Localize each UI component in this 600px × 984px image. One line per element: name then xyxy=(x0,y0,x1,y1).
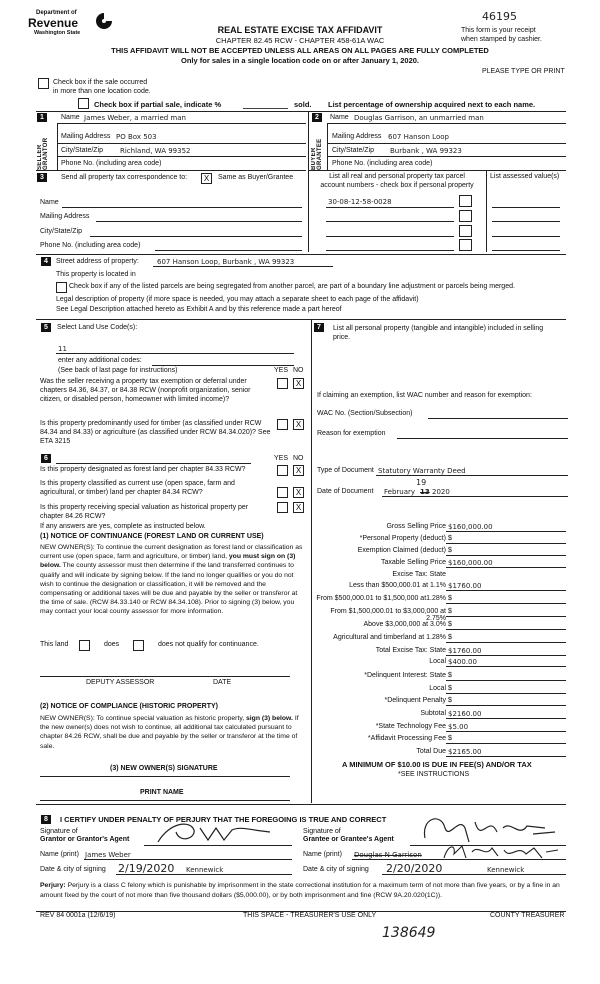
buyer-phone-label: Phone No. (including area code) xyxy=(332,160,433,167)
doc-date-month[interactable]: February xyxy=(384,488,416,496)
total-due-value[interactable]: $2165.00 xyxy=(448,748,482,756)
tier-2-label: From $500,000.01 to $1,500,000 at1.28% xyxy=(316,595,446,602)
seller-name-label: Name xyxy=(61,114,80,121)
grantor-sign-date[interactable]: 2/19/2020 xyxy=(118,862,175,875)
tier-5-value[interactable]: $ xyxy=(448,634,452,641)
doc-date-label: Date of Document xyxy=(317,488,374,495)
total-state-value[interactable]: $1760.00 xyxy=(448,647,482,655)
treasurer-use-label: THIS SPACE - TREASURER'S USE ONLY xyxy=(243,912,377,919)
wac-label: WAC No. (Section/Subsection) xyxy=(317,410,413,417)
logo-dept: Department of xyxy=(36,10,77,16)
ownership-list-label: List percentage of ownership acquired next to each name. xyxy=(328,100,536,109)
land-use-code[interactable]: 11 xyxy=(58,345,67,353)
penalty-label: *Delinquent Penalty xyxy=(384,697,446,704)
perjury-label: Perjury: xyxy=(40,882,66,889)
deputy-assessor-label: DEPUTY ASSESSOR xyxy=(86,679,155,686)
total-state-label: Total Excise Tax: State xyxy=(375,647,446,654)
s5-q1-yes-checkbox[interactable] xyxy=(277,378,288,389)
form-revision: REV 84 0001a (12/6/19) xyxy=(40,912,116,919)
buyer-name-label: Name xyxy=(330,114,349,121)
does-checkbox[interactable] xyxy=(79,640,90,651)
does-label: does xyxy=(104,641,120,648)
tech-fee-label: *State Technology Fee xyxy=(375,723,446,730)
segregated-label: Check box if any of the listed parcels are being segregated from another parcel, are part of a boundary line adjustment or parcels being merged. xyxy=(69,283,515,290)
notice-1-b: you must sign on (3) below. xyxy=(40,553,296,570)
seller-grantor-label: SELLER GRANTOR xyxy=(37,137,49,170)
tier-4-value[interactable]: $ xyxy=(448,621,452,628)
street-label: Street address of property: xyxy=(56,258,139,265)
segregated-checkbox[interactable] xyxy=(56,282,67,293)
tier-5-label: Agricultural and timberland at 1.28% xyxy=(333,634,446,641)
tier-3-label: From $1,500,000.01 to $3,000,000 at 2.75% xyxy=(330,608,446,622)
corr-city-label: City/State/Zip xyxy=(40,228,83,235)
s5-question-2: Is this property predominantly used for timber (as classified under RCW 84.34 and 84.33) or agriculture (as classified under RCW 84.34.020)? See ETA 3215 xyxy=(40,420,271,445)
partial-sale-checkbox[interactable] xyxy=(78,98,89,109)
handwritten-receipt-number: 138649 xyxy=(382,925,436,941)
s6-q2-no-checkbox[interactable]: X xyxy=(293,487,304,498)
delinquent-state-label: *Delinquent Interest: State xyxy=(364,672,446,679)
notice-1-a: NEW OWNER(S): To continue the current designation as forest land or classification as current use (open space, farm and agriculture, or timber) land, xyxy=(40,544,303,561)
notice-2-b: sign (3) below. xyxy=(246,715,293,722)
s6-q1-no-checkbox[interactable]: X xyxy=(293,465,304,476)
grantee-agent-label: Grantee or Grantee's Agent xyxy=(303,836,394,843)
notice-2-a: NEW OWNER(S): To continue special valuation as historic property, xyxy=(40,715,245,722)
section-5-number: 5 xyxy=(41,323,51,332)
form-title: REAL ESTATE EXCISE TAX AFFIDAVIT xyxy=(217,25,383,35)
minimum-fee-note: A MINIMUM OF $10.00 IS DUE IN FEE(S) AND/OR TAX xyxy=(342,760,532,769)
gross-label: Gross Selling Price xyxy=(386,523,446,530)
grantee-date-city-label: Date & city of signing xyxy=(303,866,369,873)
s6-question-2: Is this property classified as current use (open space, farm and agricultural, or timber) land per chapter 84.34 RCW? xyxy=(40,480,235,496)
multi-location-checkbox[interactable] xyxy=(38,78,49,89)
delinquent-local-value[interactable]: $ xyxy=(448,685,452,692)
s5-q2-no-checkbox[interactable]: X xyxy=(293,419,304,430)
s6-question-1: Is this property designated as forest land per chapter 84.33 RCW? xyxy=(40,466,246,473)
section-4-number: 4 xyxy=(41,257,51,266)
grantee-sign-city[interactable]: Kennewick xyxy=(487,866,525,874)
additional-codes-label: enter any additional codes: xyxy=(58,357,142,364)
buyer-name[interactable]: Douglas Garrison, an unmarried man xyxy=(354,114,484,122)
logo-name: Revenue xyxy=(28,16,79,30)
section-6-number: 6 xyxy=(41,454,51,463)
parcel-header-2: account numbers - check box if personal property xyxy=(320,182,474,189)
section-1-number: 1 xyxy=(37,113,47,122)
notice-1-text xyxy=(40,543,306,617)
tier-1-value[interactable]: $1760.00 xyxy=(448,582,482,590)
corr-mailing-label: Mailing Address xyxy=(40,213,90,220)
seller-phone-label: Phone No. (including area code) xyxy=(61,160,162,167)
s5-question-1: Was the seller receiving a property tax exemption or deferral under chapters 84.36, 84.37, or 84.38 RCW (nonprofit organization, senior citizen, or disabled person, homeowner with limited income)? xyxy=(40,378,251,403)
notice-2-text xyxy=(40,714,306,751)
parcel-header-1: List all real and personal property tax parcel xyxy=(329,173,465,180)
seller-mailing[interactable]: PO Box 503 xyxy=(116,133,157,141)
buyer-city[interactable]: Burbank , WA 99323 xyxy=(390,147,462,155)
s5-no-label: NO xyxy=(293,367,304,374)
grantor-agent-label: Grantor or Grantor's Agent xyxy=(40,836,130,843)
grantee-sign-date[interactable]: 2/20/2020 xyxy=(386,862,443,875)
same-as-buyer-label: Same as Buyer/Grantee xyxy=(218,174,294,181)
delinquent-local-label: Local xyxy=(429,685,446,692)
revenue-logo xyxy=(28,10,120,40)
multi-location-label-2: in more than one location code. xyxy=(53,88,151,95)
parcel-1-personal-checkbox[interactable] xyxy=(459,195,472,207)
local-value[interactable]: $400.00 xyxy=(448,658,477,666)
tier-4-label: Above $3,000,000 at 3.0% xyxy=(363,621,446,628)
see-back-label: (See back of last page for instructions) xyxy=(58,367,178,374)
receipt-note-2: when stamped by cashier. xyxy=(461,36,542,43)
tier-3-value[interactable]: $ xyxy=(448,608,452,615)
excise-state-label: Excise Tax: State xyxy=(392,571,446,578)
located-in-label: This property is located in xyxy=(56,271,136,278)
personal-label: *Personal Property (deduct) xyxy=(359,535,446,542)
same-as-buyer-checkbox[interactable]: X xyxy=(201,173,212,184)
legal-description-label: Legal description of property (if more space is needed, you may attach a separate sheet to each page of the affidavit) xyxy=(56,296,419,303)
parcel-4-personal-checkbox[interactable] xyxy=(459,239,472,251)
land-use-label: Select Land Use Code(s): xyxy=(57,324,138,331)
doc-date-day-struck: 13 xyxy=(420,488,430,496)
subtotal-value[interactable]: $2160.00 xyxy=(448,710,482,718)
s6-q3-yes-checkbox[interactable] xyxy=(277,502,288,513)
certify-statement: I CERTIFY UNDER PENALTY OF PERJURY THAT THE FOREGOING IS TRUE AND CORRECT xyxy=(60,815,387,824)
buyer-mailing-label: Mailing Address xyxy=(332,133,382,140)
county-treasurer-label: COUNTY TREASURER xyxy=(490,912,565,919)
grantor-signature[interactable] xyxy=(150,818,280,846)
s6-question-3: Is this property receiving special valuation as historical property per chapter 84.26 RCW? xyxy=(40,504,249,520)
handwritten-top-number: 46195 xyxy=(482,10,517,23)
logo-state: Washington State xyxy=(34,30,81,36)
new-owner-signature-label: (3) NEW OWNER(S) SIGNATURE xyxy=(110,765,218,772)
print-name-label: PRINT NAME xyxy=(140,789,184,796)
doc-type[interactable]: Statutory Warranty Deed xyxy=(378,467,466,475)
buyer-city-label: City/State/Zip xyxy=(332,147,375,154)
perjury-notice xyxy=(40,881,565,900)
s5-q2-yes-checkbox[interactable] xyxy=(277,419,288,430)
does-not-checkbox[interactable] xyxy=(133,640,144,651)
parcel-2-personal-checkbox[interactable] xyxy=(459,210,472,222)
doc-date-day-handwritten: 19 xyxy=(416,478,427,487)
warning-line-2: Only for sales in a single location code on or after January 1, 2020. xyxy=(181,56,419,65)
total-due-label: Total Due xyxy=(416,748,446,755)
partial-percent-field[interactable] xyxy=(243,100,288,109)
notice-2-c: If the new owner(s) does not wish to continue, all additional tax calculated pursuant to chapter 84.26 RCW, shall be due and payable by the seller or transferor at the time of sale. xyxy=(40,715,299,750)
partial-sale-label: Check box if partial sale, indicate % xyxy=(94,100,222,109)
corr-phone-label: Phone No. (including area code) xyxy=(40,242,141,249)
buyer-mailing[interactable]: 607 Hanson Loop xyxy=(388,133,449,141)
grantor-printed-name[interactable]: James Weber xyxy=(85,851,131,859)
notice-1-title: (1) NOTICE OF CONTINUANCE (FOREST LAND OR CURRENT USE) xyxy=(40,533,264,540)
taxable-value[interactable]: $160,000.00 xyxy=(448,559,493,567)
delinquent-state-value[interactable]: $ xyxy=(448,672,452,679)
if-yes-label: If any answers are yes, complete as instructed below. xyxy=(40,523,206,530)
exemption-question: If claiming an exemption, list WAC number and reason for exemption: xyxy=(317,392,532,399)
tier-2-value[interactable]: $ xyxy=(448,595,452,602)
form-subtitle: CHAPTER 82.45 RCW - CHAPTER 458-61A WAC xyxy=(215,36,385,45)
assessed-header: List assessed value(s) xyxy=(490,173,560,180)
please-type: PLEASE TYPE OR PRINT xyxy=(482,68,565,75)
section-8-number: 8 xyxy=(41,815,51,824)
grantee-printed-name-struck[interactable]: Douglas N Garrison xyxy=(354,851,422,859)
sold-label: sold. xyxy=(294,100,312,109)
affidavit-fee-label: *Affidavit Processing Fee xyxy=(367,735,446,742)
s6-q2-yes-checkbox[interactable] xyxy=(277,487,288,498)
reason-label: Reason for exemption xyxy=(317,430,386,437)
section-7-number: 7 xyxy=(314,323,324,332)
local-label: Local xyxy=(429,658,446,665)
does-not-label: does not qualify for continuance. xyxy=(158,641,259,648)
subtotal-label: Subtotal xyxy=(420,710,446,717)
s5-q1-no-checkbox[interactable]: X xyxy=(293,378,304,389)
street-address[interactable]: 607 Hanson Loop, Burbank , WA 99323 xyxy=(157,258,295,266)
seller-name[interactable]: James Weber, a married man xyxy=(84,114,186,122)
gross-value[interactable]: $160,000.00 xyxy=(448,523,493,531)
multi-location-label-1: Check box if the sale occurred xyxy=(53,79,148,86)
assessor-date-label: DATE xyxy=(213,679,232,686)
grantor-sig-of: Signature of xyxy=(40,828,78,835)
personal-value[interactable]: $ xyxy=(448,535,452,542)
receipt-note-1: This form is your receipt xyxy=(461,27,536,34)
logo-mark-icon xyxy=(94,12,114,30)
s6-q3-no-checkbox[interactable]: X xyxy=(293,502,304,513)
exemption-claimed-value[interactable]: $ xyxy=(448,547,452,554)
grantee-name-print-label: Name (print) xyxy=(303,851,342,858)
s5-yes-label: YES xyxy=(274,367,289,374)
notice-1-c: The county assessor must then determine if the land transferred continues to qualify and will indicate by signing below. If the land no longer qualifies or you do not wish to continue the designation or classification, it will be removed and the compensating or additional taxes will be due and payable by the seller or transferor at the time of sale. (RCW 84.33.140 or RCW 84.34.108). Prior to signing (3) below, you may contact your local county assessor for more information. xyxy=(40,562,298,616)
legal-description-value[interactable]: See Legal Description attached hereto as Exhibit A and by this reference made a part hereof xyxy=(56,306,342,313)
grantor-date-city-label: Date & city of signing xyxy=(40,866,106,873)
parcel-3-personal-checkbox[interactable] xyxy=(459,225,472,237)
s6-yes-label: YES xyxy=(274,455,289,462)
buyer-grantee-label: BUYER GRANTEE xyxy=(311,138,323,170)
warning-line-1: THIS AFFIDAVIT WILL NOT BE ACCEPTED UNLESS ALL AREAS ON ALL PAGES ARE FULLY COMPLETED xyxy=(111,46,489,55)
tech-fee-value[interactable]: $5.00 xyxy=(448,723,469,731)
doc-type-label: Type of Document xyxy=(317,467,374,474)
parcel-number-1[interactable]: 30-08-12-58-0028 xyxy=(328,198,392,206)
doc-date-year[interactable]: 2020 xyxy=(432,488,450,496)
exemption-claimed-label: Exemption Claimed (deduct) xyxy=(357,547,446,554)
seller-city-label: City/State/Zip xyxy=(61,147,104,154)
s6-q1-yes-checkbox[interactable] xyxy=(277,465,288,476)
see-instructions-note: *SEE INSTRUCTIONS xyxy=(398,771,470,778)
affidavit-fee-value[interactable]: $ xyxy=(448,735,452,742)
notice-2-title: (2) NOTICE OF COMPLIANCE (HISTORIC PROPERTY) xyxy=(40,703,218,710)
correspondence-label: Send all property tax correspondence to: xyxy=(61,174,188,181)
grantor-name-print-label: Name (print) xyxy=(40,851,79,858)
tier-1-label: Less than $500,000.01 at 1.1% xyxy=(349,582,446,589)
seller-mailing-label: Mailing Address xyxy=(61,133,111,140)
taxable-label: Taxable Selling Price xyxy=(381,559,446,566)
personal-property-label: List all personal property (tangible and intangible) included in selling price. xyxy=(333,325,544,341)
grantee-sig-of: Signature of xyxy=(303,828,341,835)
seller-city[interactable]: Richland, WA 99352 xyxy=(120,147,191,155)
s6-no-label: NO xyxy=(293,455,304,462)
corr-name-label: Name xyxy=(40,199,59,206)
section-3-number: 3 xyxy=(37,173,47,182)
grantor-sign-city[interactable]: Kennewick xyxy=(186,866,224,874)
penalty-value[interactable]: $ xyxy=(448,697,452,704)
this-land-label: This land xyxy=(40,641,69,648)
section-2-number: 2 xyxy=(312,113,322,122)
perjury-text: Perjury is a class C felony which is punishable by imprisonment in the state correctional institution for a maximum term of not more than five years, or by a fine in an amount fixed by the court of not more than five thousand dollars ($5,000.00), or by both imprisonment and fine (RCW 9A.20.020(1C)). xyxy=(40,882,560,899)
